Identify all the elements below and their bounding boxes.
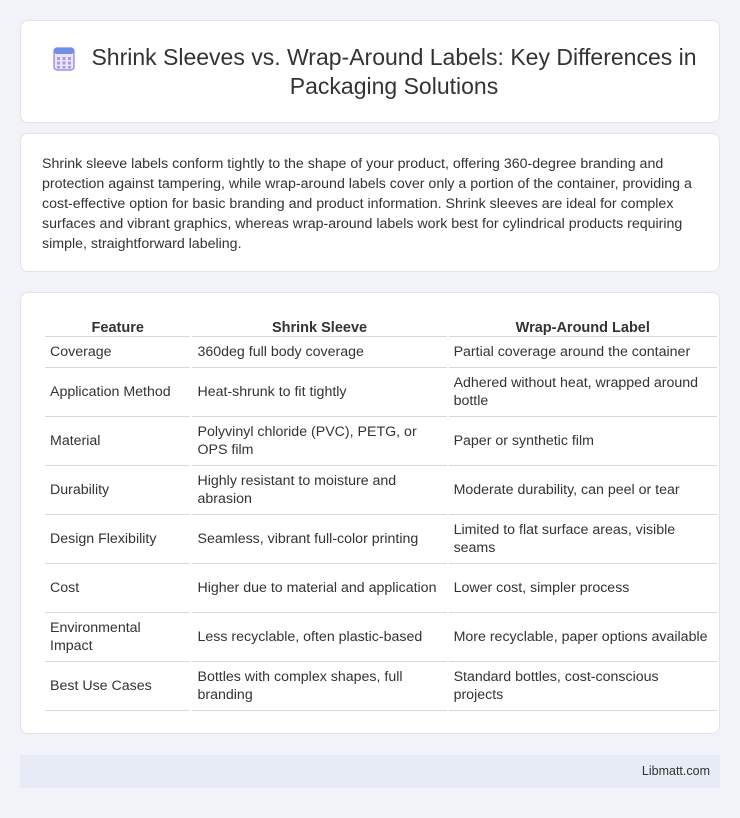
shrink-sleeve-cell: Highly resistant to moisture and abrasion xyxy=(192,466,446,515)
title-card xyxy=(20,20,720,123)
feature-cell: Application Method xyxy=(45,368,190,417)
footer-bar xyxy=(20,755,720,788)
feature-cell: Design Flexibility xyxy=(45,515,190,564)
wrap-around-cell: Partial coverage around the container xyxy=(449,337,717,368)
shrink-sleeve-cell: Heat-shrunk to fit tightly xyxy=(192,368,446,417)
table-row xyxy=(45,466,717,515)
shrink-sleeve-cell: Bottles with complex shapes, full branding xyxy=(192,662,446,711)
feature-cell: Environmental Impact xyxy=(45,613,190,662)
wrap-around-cell: More recyclable, paper options available xyxy=(449,613,717,662)
table-row xyxy=(45,417,717,466)
table-header-row xyxy=(45,316,717,337)
wrap-around-cell: Paper or synthetic film xyxy=(449,417,717,466)
wrap-around-cell: Standard bottles, cost-conscious projects xyxy=(449,662,717,711)
feature-cell: Cost xyxy=(45,564,190,613)
wrap-around-cell: Lower cost, simpler process xyxy=(449,564,717,613)
shrink-sleeve-cell: Polyvinyl chloride (PVC), PETG, or OPS film xyxy=(192,417,446,466)
page-title: Shrink Sleeves vs. Wrap-Around Labels: Key Differences in Packaging Solutions xyxy=(91,44,697,99)
summary-paragraph: Shrink sleeve labels conform tightly to the shape of your product, offering 360-degree branding and protection against tampering, while wrap-around labels cover only a portion of the container, providing a cost-effective option for basic branding and product information. Shrink sleeves are ideal for complex surfaces and vibrant graphics, whereas wrap-around labels work best for cylindrical products requiring simple, straightforward labeling. xyxy=(42,156,692,252)
feature-cell: Best Use Cases xyxy=(45,662,190,711)
table-row xyxy=(45,515,717,564)
table-row xyxy=(45,613,717,662)
table-row xyxy=(45,662,717,711)
wrap-around-cell: Limited to flat surface areas, visible seams xyxy=(449,515,717,564)
table-row xyxy=(45,564,717,613)
shrink-sleeve-cell: 360deg full body coverage xyxy=(192,337,446,368)
header-wrap-around-label: Wrap-Around Label xyxy=(449,316,717,337)
table-row xyxy=(45,368,717,417)
wrap-around-cell: Moderate durability, can peel or tear xyxy=(449,466,717,515)
header-shrink-sleeve: Shrink Sleeve xyxy=(192,316,446,337)
feature-cell: Coverage xyxy=(45,337,190,368)
header-feature: Feature xyxy=(45,316,190,337)
feature-cell: Material xyxy=(45,417,190,466)
table-row xyxy=(45,337,717,368)
comparison-table xyxy=(43,316,719,711)
shrink-sleeve-cell: Less recyclable, often plastic-based xyxy=(192,613,446,662)
shrink-sleeve-cell: Seamless, vibrant full-color printing xyxy=(192,515,446,564)
wrap-around-cell: Adhered without heat, wrapped around bottle xyxy=(449,368,717,417)
comparison-table-card xyxy=(20,292,720,734)
summary-card xyxy=(20,133,720,272)
shrink-sleeve-cell: Higher due to material and application xyxy=(192,564,446,613)
feature-cell: Durability xyxy=(45,466,190,515)
footer-site-name: Libmatt.com xyxy=(641,764,710,778)
title-row xyxy=(51,43,699,101)
calculator-icon xyxy=(51,46,77,72)
